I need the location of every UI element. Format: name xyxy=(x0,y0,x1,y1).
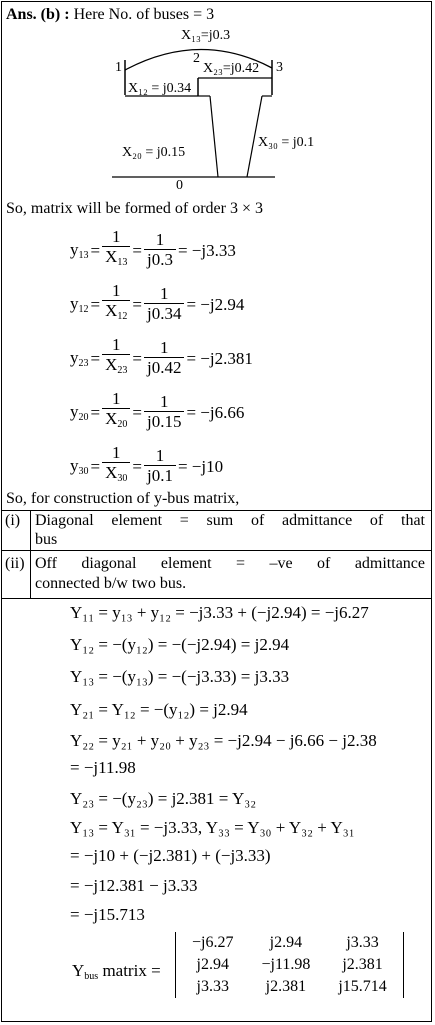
x13-label: X₁₃=j0.3 xyxy=(181,28,231,43)
node-1-label: 1 xyxy=(115,60,122,75)
rule-i-num: (i) xyxy=(5,512,21,529)
fraction: $\frac{1}{j0.34}$ xyxy=(144,285,184,324)
fraction: $\frac{1}{X_{13}}$ xyxy=(102,228,130,273)
fraction: $\frac{1}{j0.15}$ xyxy=(144,393,184,432)
admittance-equation: $y_{30}$ = $\frac{1}{X_{30}}$ = $\frac{1}{j0.1}$ = −j10 xyxy=(70,444,225,489)
calculation-line: Y₁₁ = y₁₃ + y₁₂ = −j3.33 + (−j2.94) = −j6.27 xyxy=(70,603,369,622)
answer-header xyxy=(6,6,214,24)
fraction: $\frac{1}{X_{30}}$ xyxy=(102,444,130,489)
x12-label: X₁₂ = j0.34 xyxy=(128,81,192,96)
fraction: $\frac{1}{X_{12}}$ xyxy=(102,282,130,327)
matrix-row xyxy=(178,976,401,998)
matrix-cell: j2.381 xyxy=(265,978,307,995)
matrix-cell: j3.33 xyxy=(196,978,229,995)
admittance-result: = −j2.381 xyxy=(186,348,253,368)
admittance-equation: $y_{13}$ = $\frac{1}{X_{13}}$ = $\frac{1}{j0.3}$ = −j3.33 xyxy=(70,228,238,273)
calculation-line: Y₁₂ = −(y₁₂) = −(−j2.94) = j2.94 xyxy=(70,635,290,654)
rule-ii-line2: connected b/w two bus. xyxy=(35,575,187,592)
admittance-result: = −j10 xyxy=(177,456,224,476)
calculation-line: = −j12.381 − j3.33 xyxy=(70,876,198,895)
matrix-cell: j2.94 xyxy=(269,934,303,951)
node-0-label: 0 xyxy=(176,178,183,193)
admittance-result: = −j2.94 xyxy=(186,294,245,314)
order-text: So, matrix will be formed of order 3 × 3 xyxy=(6,200,263,217)
matrix-cell: j3.33 xyxy=(346,934,379,951)
bus-circuit-diagram xyxy=(0,25,435,195)
x30-label: X₃₀ = j0.1 xyxy=(258,135,315,150)
admittance-result: = −j3.33 xyxy=(177,240,236,260)
x23-label: X₂₃=j0.42 xyxy=(203,61,260,76)
answer-label: Ans. (b) : xyxy=(6,6,70,23)
ybus-label: $Y_{bus}$ matrix = xyxy=(72,961,161,982)
calculation-line: Y₂₃ = −(y₂₃) = j2.381 = Y₃₂ xyxy=(70,789,257,808)
matrix-row xyxy=(178,954,401,976)
matrix-row xyxy=(178,932,401,954)
construction-text: So, for construction of y-bus matrix, xyxy=(6,490,240,507)
intro-text: Here No. of buses = 3 xyxy=(73,6,215,23)
matrix-cell: j2.94 xyxy=(196,956,229,973)
fraction: $\frac{1}{j0.1}$ xyxy=(144,447,176,486)
ybus-matrix xyxy=(175,932,404,998)
matrix-cell: j15.714 xyxy=(338,978,387,995)
fraction: $\frac{1}{X_{20}}$ xyxy=(102,390,130,435)
calculation-line: = −j10 + (−j2.381) + (−j3.33) xyxy=(70,846,271,865)
admittance-equation: $y_{12}$ = $\frac{1}{X_{12}}$ = $\frac{1}{j0.34}$ = −j2.94 xyxy=(70,282,246,327)
calculation-line: = −j15.713 xyxy=(70,905,145,924)
x20-line xyxy=(210,96,218,177)
rule-i-line2: bus xyxy=(35,531,58,548)
node-2-label: 2 xyxy=(193,51,200,66)
rule-ii-line1: Off diagonal element = –ve of admittance xyxy=(35,555,425,572)
admittance-equation: $y_{23}$ = $\frac{1}{X_{23}}$ = $\frac{1}{j0.42}$ = −j2.381 xyxy=(70,336,255,381)
matrix-cell: −j11.98 xyxy=(261,956,311,973)
calculation-line: Y₂₁ = Y₁₂ = −(y₁₂) = j2.94 xyxy=(70,700,248,719)
rule-ii-num: (ii) xyxy=(5,555,25,572)
fraction: $\frac{1}{j0.3}$ xyxy=(144,231,176,270)
x20-label: X₂₀ = j0.15 xyxy=(122,145,186,160)
calculation-line: Y₁₃ = −(y₁₃) = −(−j3.33) = j3.33 xyxy=(70,667,290,686)
calculation-line: Y₁₃ = Y₃₁ = −j3.33, Y₃₃ = Y₃₀ + Y₃₂ + Y₃₁ xyxy=(70,818,355,837)
node-3-label: 3 xyxy=(276,60,283,75)
admittance-result: = −j6.66 xyxy=(186,402,245,422)
fraction: $\frac{1}{j0.42}$ xyxy=(144,339,184,378)
rule-i-line1: Diagonal element = sum of admittance of that xyxy=(35,512,425,529)
calculation-line: = −j11.98 xyxy=(70,758,136,777)
fraction: $\frac{1}{X_{23}}$ xyxy=(102,336,130,381)
calculation-line: Y₂₂ = y₂₁ + y₂₀ + y₂₃ = −j2.94 − j6.66 − j2.38 xyxy=(70,731,377,750)
matrix-cell: −j6.27 xyxy=(192,934,234,951)
admittance-equation: $y_{20}$ = $\frac{1}{X_{20}}$ = $\frac{1}{j0.15}$ = −j6.66 xyxy=(70,390,246,435)
matrix-cell: j2.381 xyxy=(342,956,383,973)
